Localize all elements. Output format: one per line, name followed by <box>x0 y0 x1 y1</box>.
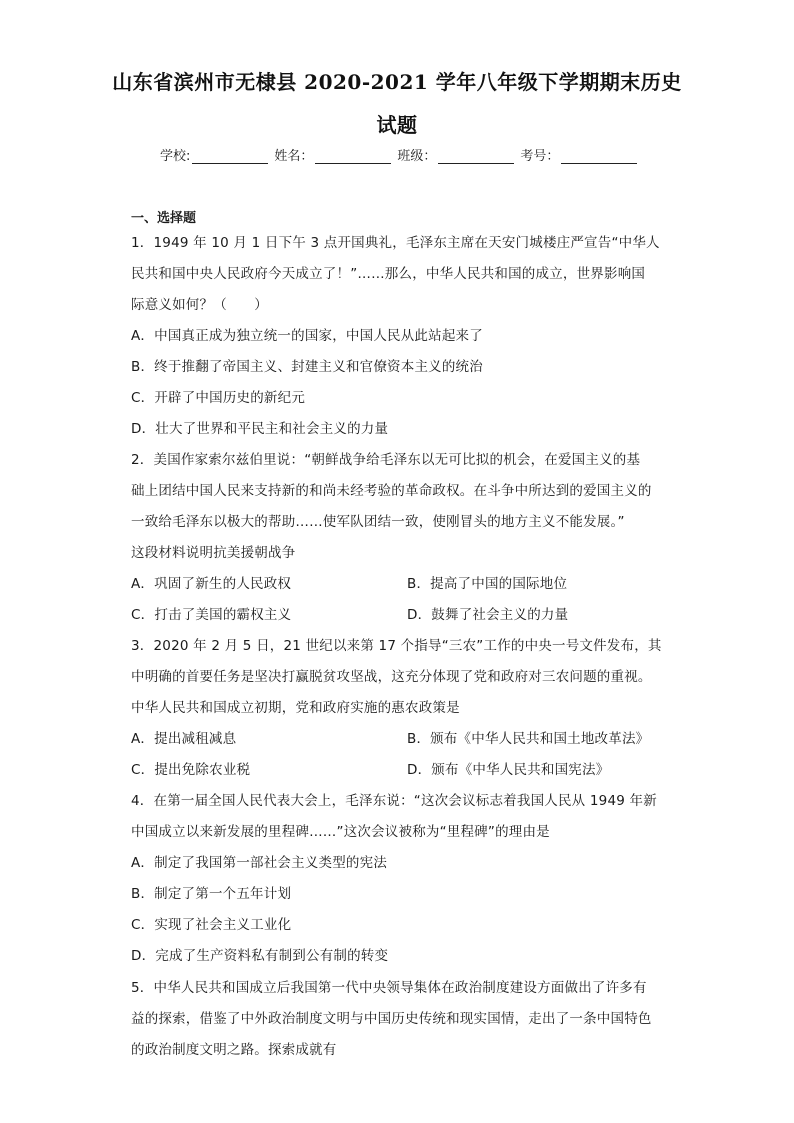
q4-option-b[interactable]: B．制定了第一个五年计划 <box>131 886 292 902</box>
q1-stem-line: 际意义如何？（ ） <box>131 297 268 313</box>
q4-option-d[interactable]: D．完成了生产资料私有制到公有制的转变 <box>131 948 389 964</box>
name-label: 姓名： <box>274 149 314 164</box>
q2-option-a[interactable]: A．巩固了新生的人民政权 <box>131 576 292 592</box>
student-info-row <box>160 145 643 164</box>
q4-option-c[interactable]: C．实现了社会主义工业化 <box>131 917 292 933</box>
q2-stem-line: 础上团结中国人民来支持新的和尚未经考验的革命政权。在斗争中所达到的爱国主义的 <box>131 483 652 499</box>
q1-option-d[interactable]: D．壮大了世界和平民主和社会主义的力量 <box>131 421 389 437</box>
q2-stem-line: 一致给毛泽东以极大的帮助……使军队团结一致，使刚冒头的地方主义不能发展。” <box>131 514 625 530</box>
class-blank[interactable] <box>438 149 514 164</box>
q5-stem-line: 益的探索，借鉴了中外政治制度文明与中国历史传统和现实国情，走出了一条中国特色 <box>131 1011 652 1027</box>
q1-option-b[interactable]: B．终于推翻了帝国主义、封建主义和官僚资本主义的统治 <box>131 359 483 375</box>
q3-stem-line: 中明确的首要任务是坚决打赢脱贫攻坚战，这充分体现了党和政府对三农问题的重视。 <box>131 669 652 685</box>
q2-stem-line: 这段材料说明抗美援朝战争 <box>131 545 296 561</box>
number-label: 考号： <box>520 149 560 164</box>
q4-stem-line: 中国成立以来新发展的里程碑……”这次会议被称为“里程碑”的理由是 <box>131 824 550 840</box>
class-label: 班级： <box>397 149 437 164</box>
exam-title-line1: 山东省滨州市无棣县 2020-2021 学年八年级下学期期末历史 <box>112 70 682 94</box>
q3-stem-line: 中华人民共和国成立初期，党和政府实施的惠农政策是 <box>131 700 460 716</box>
q3-option-a[interactable]: A．提出减租减息 <box>131 731 237 747</box>
q4-stem-line: 4．在第一届全国人民代表大会上，毛泽东说：“这次会议标志着我国人民从 1949 年新 <box>131 793 657 809</box>
q4-option-a[interactable]: A．制定了我国第一部社会主义类型的宪法 <box>131 855 388 871</box>
number-blank[interactable] <box>561 149 637 164</box>
q2-option-d[interactable]: D．鼓舞了社会主义的力量 <box>407 607 569 623</box>
q2-option-c[interactable]: C．打击了美国的霸权主义 <box>131 607 292 623</box>
q1-option-a[interactable]: A．中国真正成为独立统一的国家，中国人民从此站起来了 <box>131 328 483 344</box>
q5-stem-line: 5．中华人民共和国成立后我国第一代中央领导集体在政治制度建设方面做出了许多有 <box>131 980 647 996</box>
q3-stem-line: 3．2020 年 2 月 5 日，21 世纪以来第 17 个指导“三农”工作的中央一号文件发布，其 <box>131 638 662 654</box>
q2-option-b[interactable]: B．提高了中国的国际地位 <box>407 576 568 592</box>
school-blank[interactable] <box>192 149 268 164</box>
q5-stem-line: 的政治制度文明之路。探索成就有 <box>131 1042 337 1058</box>
name-blank[interactable] <box>315 149 391 164</box>
exam-title-line2: 试题 <box>376 113 418 137</box>
q1-stem-line: 1．1949 年 10 月 1 日下午 3 点开国典礼，毛泽东主席在天安门城楼庄严宣告“中华人 <box>131 235 660 251</box>
q3-option-c[interactable]: C．提出免除农业税 <box>131 762 251 778</box>
school-label: 学校: <box>160 149 191 164</box>
q3-option-d[interactable]: D．颁布《中华人民共和国宪法》 <box>407 762 610 778</box>
q2-stem-line: 2．美国作家索尔兹伯里说：“朝鲜战争给毛泽东以无可比拟的机会，在爱国主义的基 <box>131 452 641 468</box>
q1-option-c[interactable]: C．开辟了中国历史的新纪元 <box>131 390 306 406</box>
q1-stem-line: 民共和国中央人民政府今天成立了！”……那么，中华人民共和国的成立，世界影响国 <box>131 266 646 282</box>
section-heading: 一、选择题 <box>131 211 197 226</box>
q3-option-b[interactable]: B．颁布《中华人民共和国土地改革法》 <box>407 731 650 747</box>
